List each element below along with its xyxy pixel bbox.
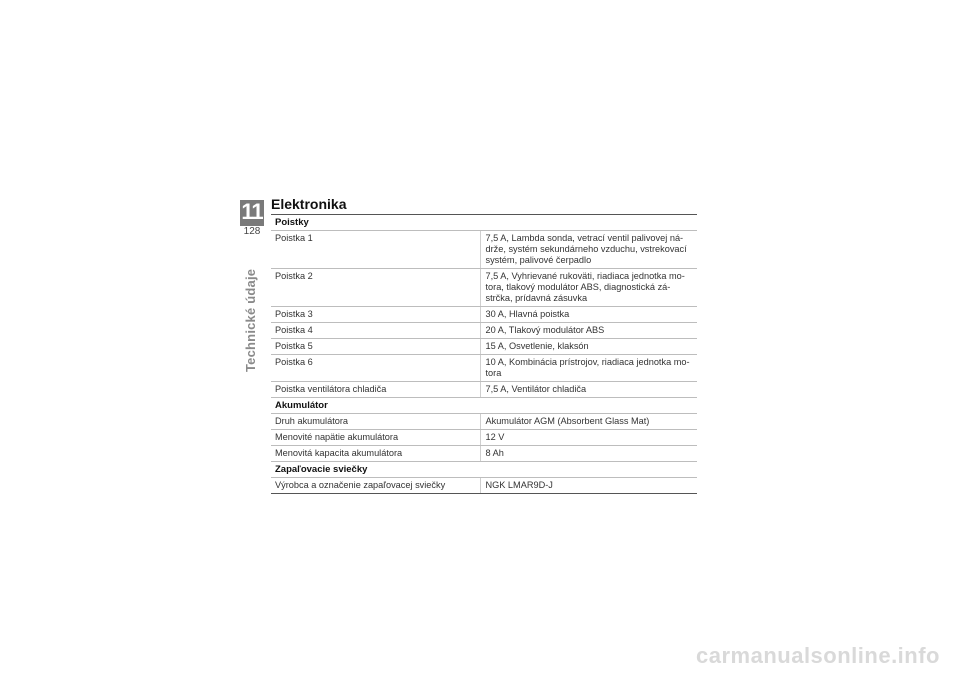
row-value: 8 Ah xyxy=(481,446,697,462)
row-label: Poistka 5 xyxy=(271,339,481,355)
page-number: 128 xyxy=(240,226,264,238)
table-row xyxy=(271,382,697,398)
watermark: carmanualsonline.info xyxy=(696,643,940,668)
row-value: 15 A, Osvetlenie, klaksón xyxy=(481,339,697,355)
spec-table xyxy=(271,214,697,494)
row-label: Druh akumulátora xyxy=(271,414,481,430)
row-value: 7,5 A, Vyhrievané rukoväti, riadiaca jednotka mo- tora, tlakový modulátor ABS, diagnostická zá- strčka, prídavná zásuvka xyxy=(481,269,697,307)
table-row xyxy=(271,446,697,462)
page-title: Elektronika xyxy=(271,196,347,212)
section-heading: Akumulátor xyxy=(271,398,697,414)
row-label: Menovitá kapacita akumulátora xyxy=(271,446,481,462)
table-row xyxy=(271,478,697,494)
row-value: 7,5 A, Ventilátor chladiča xyxy=(481,382,697,398)
row-label: Poistka 4 xyxy=(271,323,481,339)
section-heading: Poistky xyxy=(271,215,697,231)
chapter-side-label: Technické údaje xyxy=(243,268,258,372)
table-row xyxy=(271,231,697,269)
section-heading-row xyxy=(271,215,697,231)
row-label: Poistka 6 xyxy=(271,355,481,382)
table-row xyxy=(271,355,697,382)
table-row xyxy=(271,307,697,323)
chapter-number: 11 xyxy=(241,199,263,224)
row-value: 30 A, Hlavná poistka xyxy=(481,307,697,323)
row-value: 7,5 A, Lambda sonda, vetrací ventil palivovej ná- drže, systém sekundárneho vzduchu, vstrekovací systém, palivové čerpadlo xyxy=(481,231,697,269)
row-label: Menovité napätie akumulátora xyxy=(271,430,481,446)
section-heading-row xyxy=(271,398,697,414)
section-heading: Zapaľovacie sviečky xyxy=(271,462,697,478)
table-row xyxy=(271,323,697,339)
row-value: 20 A, Tlakový modulátor ABS xyxy=(481,323,697,339)
row-label: Poistka 2 xyxy=(271,269,481,307)
row-label: Poistka 1 xyxy=(271,231,481,269)
row-value: 12 V xyxy=(481,430,697,446)
section-heading-row xyxy=(271,462,697,478)
row-label: Výrobca a označenie zapaľovacej sviečky xyxy=(271,478,481,494)
table-row xyxy=(271,269,697,307)
row-value: Akumulátor AGM (Absorbent Glass Mat) xyxy=(481,414,697,430)
table-row xyxy=(271,430,697,446)
chapter-tab xyxy=(240,200,264,238)
row-label: Poistka ventilátora chladiča xyxy=(271,382,481,398)
row-value: NGK LMAR9D-J xyxy=(481,478,697,494)
table-row xyxy=(271,414,697,430)
table-row xyxy=(271,339,697,355)
row-label: Poistka 3 xyxy=(271,307,481,323)
row-value: 10 A, Kombinácia prístrojov, riadiaca jednotka mo- tora xyxy=(481,355,697,382)
